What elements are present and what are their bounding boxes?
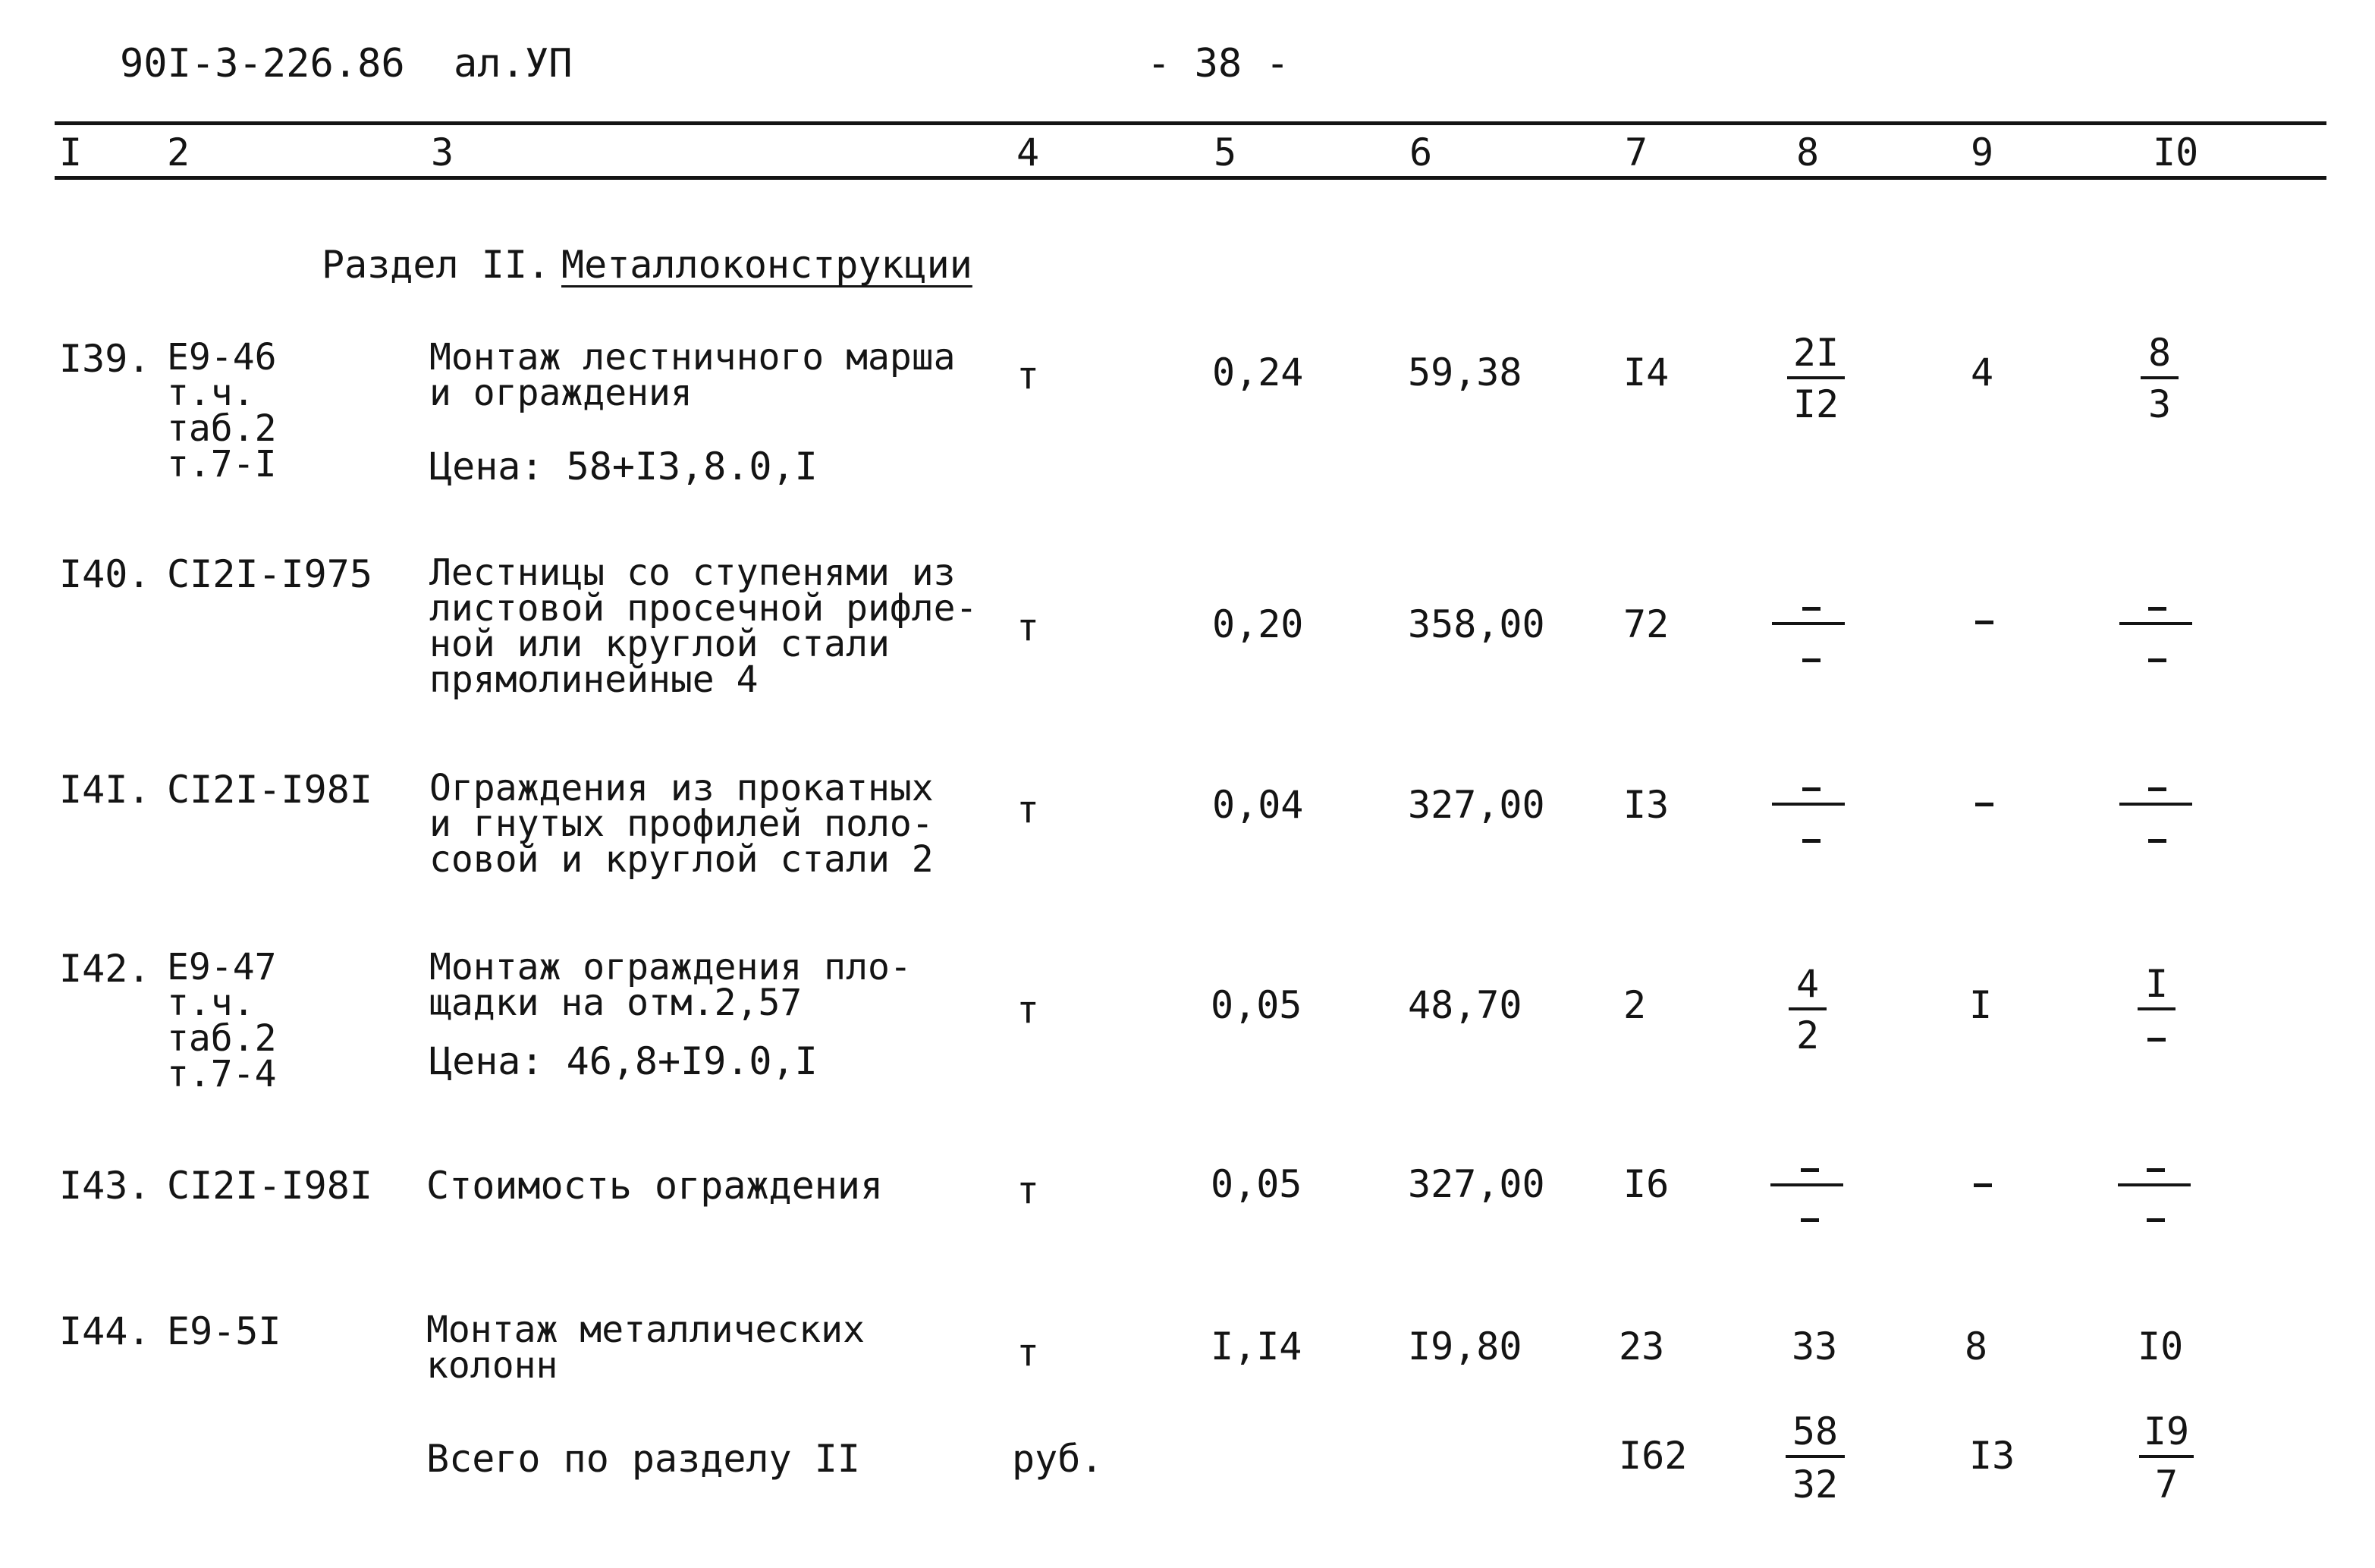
fraction-bar bbox=[1772, 803, 1845, 806]
fraction-denominator-dash bbox=[2147, 1038, 2166, 1042]
fraction-denominator-dash bbox=[2148, 658, 2166, 662]
row-total: 23 bbox=[1619, 1324, 1665, 1368]
fraction-denominator-dash bbox=[2148, 839, 2166, 843]
row-col8-fraction bbox=[1787, 331, 1845, 426]
row-total: I3 bbox=[1623, 783, 1670, 827]
row-unit-cost: 327,00 bbox=[1408, 783, 1545, 827]
row-name: Ограждения из прокатных и гнутых профилей поло- совой и круглой стали 2 bbox=[429, 767, 934, 881]
fraction-bar bbox=[1772, 622, 1845, 625]
row-col9-dash bbox=[1975, 803, 1993, 806]
fraction-numerator: 8 bbox=[2147, 331, 2172, 375]
row-number: I42. bbox=[59, 947, 151, 991]
row-unit: т bbox=[1016, 988, 1040, 1032]
fraction-numerator-dash bbox=[1801, 1168, 1819, 1172]
table-header-rule bbox=[55, 176, 2326, 180]
row-quantity: 0,05 bbox=[1211, 983, 1302, 1027]
row-quantity: 0,24 bbox=[1212, 350, 1304, 394]
fraction-denominator-dash bbox=[1802, 658, 1821, 662]
summary-col10-fraction bbox=[2139, 1409, 2194, 1507]
row-unit-cost: 358,00 bbox=[1408, 602, 1545, 646]
column-header-3: 3 bbox=[431, 130, 454, 174]
row-code: СI2I-I98I bbox=[167, 1164, 372, 1208]
document-code: 90I-3-226.86 bbox=[120, 41, 405, 86]
fraction-bar bbox=[1786, 1455, 1845, 1458]
fraction-bar bbox=[1787, 376, 1845, 379]
fraction-bar bbox=[2118, 1183, 2191, 1186]
column-header-7: 7 bbox=[1625, 130, 1648, 174]
row-total: I4 bbox=[1623, 350, 1670, 394]
summary-label: Всего по разделу II bbox=[426, 1437, 860, 1481]
row-total: 2 bbox=[1623, 983, 1647, 1027]
row-unit-cost: 48,70 bbox=[1408, 983, 1522, 1027]
row-code: Е9-46 т.ч. таб.2 т.7-I bbox=[167, 336, 277, 485]
row-col10-fraction bbox=[2141, 331, 2179, 426]
row-name: Монтаж ограждения пло- щадки на отм.2,57 bbox=[429, 946, 912, 1024]
fraction-numerator: 4 bbox=[1795, 962, 1820, 1006]
row-unit: т bbox=[1016, 354, 1040, 397]
row-total: I6 bbox=[1623, 1162, 1670, 1206]
fraction-denominator: 7 bbox=[2154, 1463, 2179, 1507]
row-total: 72 bbox=[1623, 602, 1670, 646]
table-top-rule bbox=[55, 121, 2326, 125]
fraction-bar bbox=[2119, 803, 2192, 806]
row-number: I40. bbox=[59, 552, 151, 596]
fraction-numerator-dash bbox=[2147, 1168, 2165, 1172]
row-quantity: 0,04 bbox=[1212, 783, 1304, 827]
fraction-denominator: I2 bbox=[1792, 382, 1839, 426]
fraction-bar bbox=[1770, 1183, 1843, 1186]
fraction-numerator-dash bbox=[1802, 787, 1821, 791]
row-number: I43. bbox=[59, 1164, 151, 1208]
fraction-denominator: 32 bbox=[1792, 1463, 1839, 1507]
fraction-numerator: 2I bbox=[1792, 331, 1839, 375]
row-code: СI2I-I98I bbox=[167, 768, 372, 812]
row-col9: 4 bbox=[1971, 350, 1994, 394]
row-quantity: I,I4 bbox=[1211, 1324, 1302, 1368]
fraction-denominator-dash bbox=[1801, 1218, 1819, 1222]
fraction-bar bbox=[2139, 1455, 2194, 1458]
row-unit: т bbox=[1016, 605, 1040, 649]
fraction-numerator: I bbox=[2144, 962, 2169, 1006]
row-name: Монтаж металлических колонн bbox=[426, 1309, 865, 1387]
fraction-numerator-dash bbox=[2148, 787, 2166, 791]
column-header-8: 8 bbox=[1796, 130, 1820, 174]
row-price: Цена: 46,8+I9.0,I bbox=[429, 1039, 818, 1083]
row-col9-dash bbox=[1975, 621, 1993, 624]
row-col8: 33 bbox=[1792, 1324, 1838, 1368]
row-name: Лестницы со ступенями из листовой просечной рифле- ной или круглой стали прямолинейные 4 bbox=[429, 551, 978, 701]
summary-unit: руб. bbox=[1012, 1437, 1104, 1481]
fraction-bar bbox=[2138, 1007, 2176, 1010]
column-header-1: I bbox=[59, 130, 83, 174]
row-unit: т bbox=[1016, 1331, 1040, 1375]
summary-col8-fraction bbox=[1786, 1409, 1845, 1507]
fraction-numerator: I9 bbox=[2143, 1409, 2190, 1453]
fraction-numerator: 58 bbox=[1792, 1409, 1839, 1453]
column-header-10: I0 bbox=[2153, 130, 2199, 174]
row-unit: т bbox=[1016, 787, 1040, 831]
section-title: Металлоконструкции bbox=[561, 243, 972, 287]
row-unit-cost: 327,00 bbox=[1408, 1162, 1545, 1206]
row-col9-dash bbox=[1974, 1183, 1992, 1187]
row-code: Е9-5I bbox=[167, 1309, 281, 1353]
column-header-2: 2 bbox=[167, 130, 190, 174]
column-header-9: 9 bbox=[1971, 130, 1994, 174]
row-number: I4I. bbox=[59, 768, 151, 812]
column-header-4: 4 bbox=[1016, 130, 1040, 174]
section-prefix: Раздел II. bbox=[322, 243, 551, 287]
fraction-numerator-dash bbox=[2148, 607, 2166, 611]
row-col9: I bbox=[1969, 983, 1993, 1027]
fraction-denominator-dash bbox=[2147, 1218, 2165, 1222]
column-header-6: 6 bbox=[1409, 130, 1433, 174]
row-code: СI2I-I975 bbox=[167, 552, 372, 596]
page-number: - 38 - bbox=[1147, 41, 1290, 86]
row-quantity: 0,20 bbox=[1212, 602, 1304, 646]
row-number: I44. bbox=[59, 1309, 151, 1353]
fraction-bar bbox=[2141, 376, 2179, 379]
fraction-bar bbox=[1789, 1007, 1827, 1010]
row-price: Цена: 58+I3,8.0,I bbox=[429, 445, 818, 489]
album-number: ал.УП bbox=[454, 41, 573, 86]
fraction-numerator-dash bbox=[1802, 607, 1821, 611]
fraction-denominator: 2 bbox=[1795, 1013, 1820, 1057]
row-number: I39. bbox=[59, 337, 151, 381]
row-name: Стоимость ограждения bbox=[426, 1164, 884, 1208]
fraction-bar bbox=[2119, 622, 2192, 625]
summary-total: I62 bbox=[1619, 1434, 1688, 1478]
row-unit-cost: I9,80 bbox=[1408, 1324, 1522, 1368]
summary-col9: I3 bbox=[1969, 1434, 2015, 1478]
fraction-denominator: 3 bbox=[2147, 382, 2172, 426]
row-quantity: 0,05 bbox=[1211, 1162, 1302, 1206]
row-unit-cost: 59,38 bbox=[1408, 350, 1522, 394]
fraction-denominator-dash bbox=[1802, 839, 1821, 843]
row-name: Монтаж лестничного марша и ограждения bbox=[429, 336, 956, 414]
row-col9: 8 bbox=[1965, 1324, 1988, 1368]
row-code: Е9-47 т.ч. таб.2 т.7-4 bbox=[167, 946, 277, 1095]
row-col10: I0 bbox=[2138, 1324, 2184, 1368]
row-col8-fraction bbox=[1789, 962, 1827, 1057]
row-unit: т bbox=[1016, 1168, 1040, 1212]
row-col10-fraction bbox=[2138, 962, 2176, 1057]
column-header-5: 5 bbox=[1214, 130, 1237, 174]
